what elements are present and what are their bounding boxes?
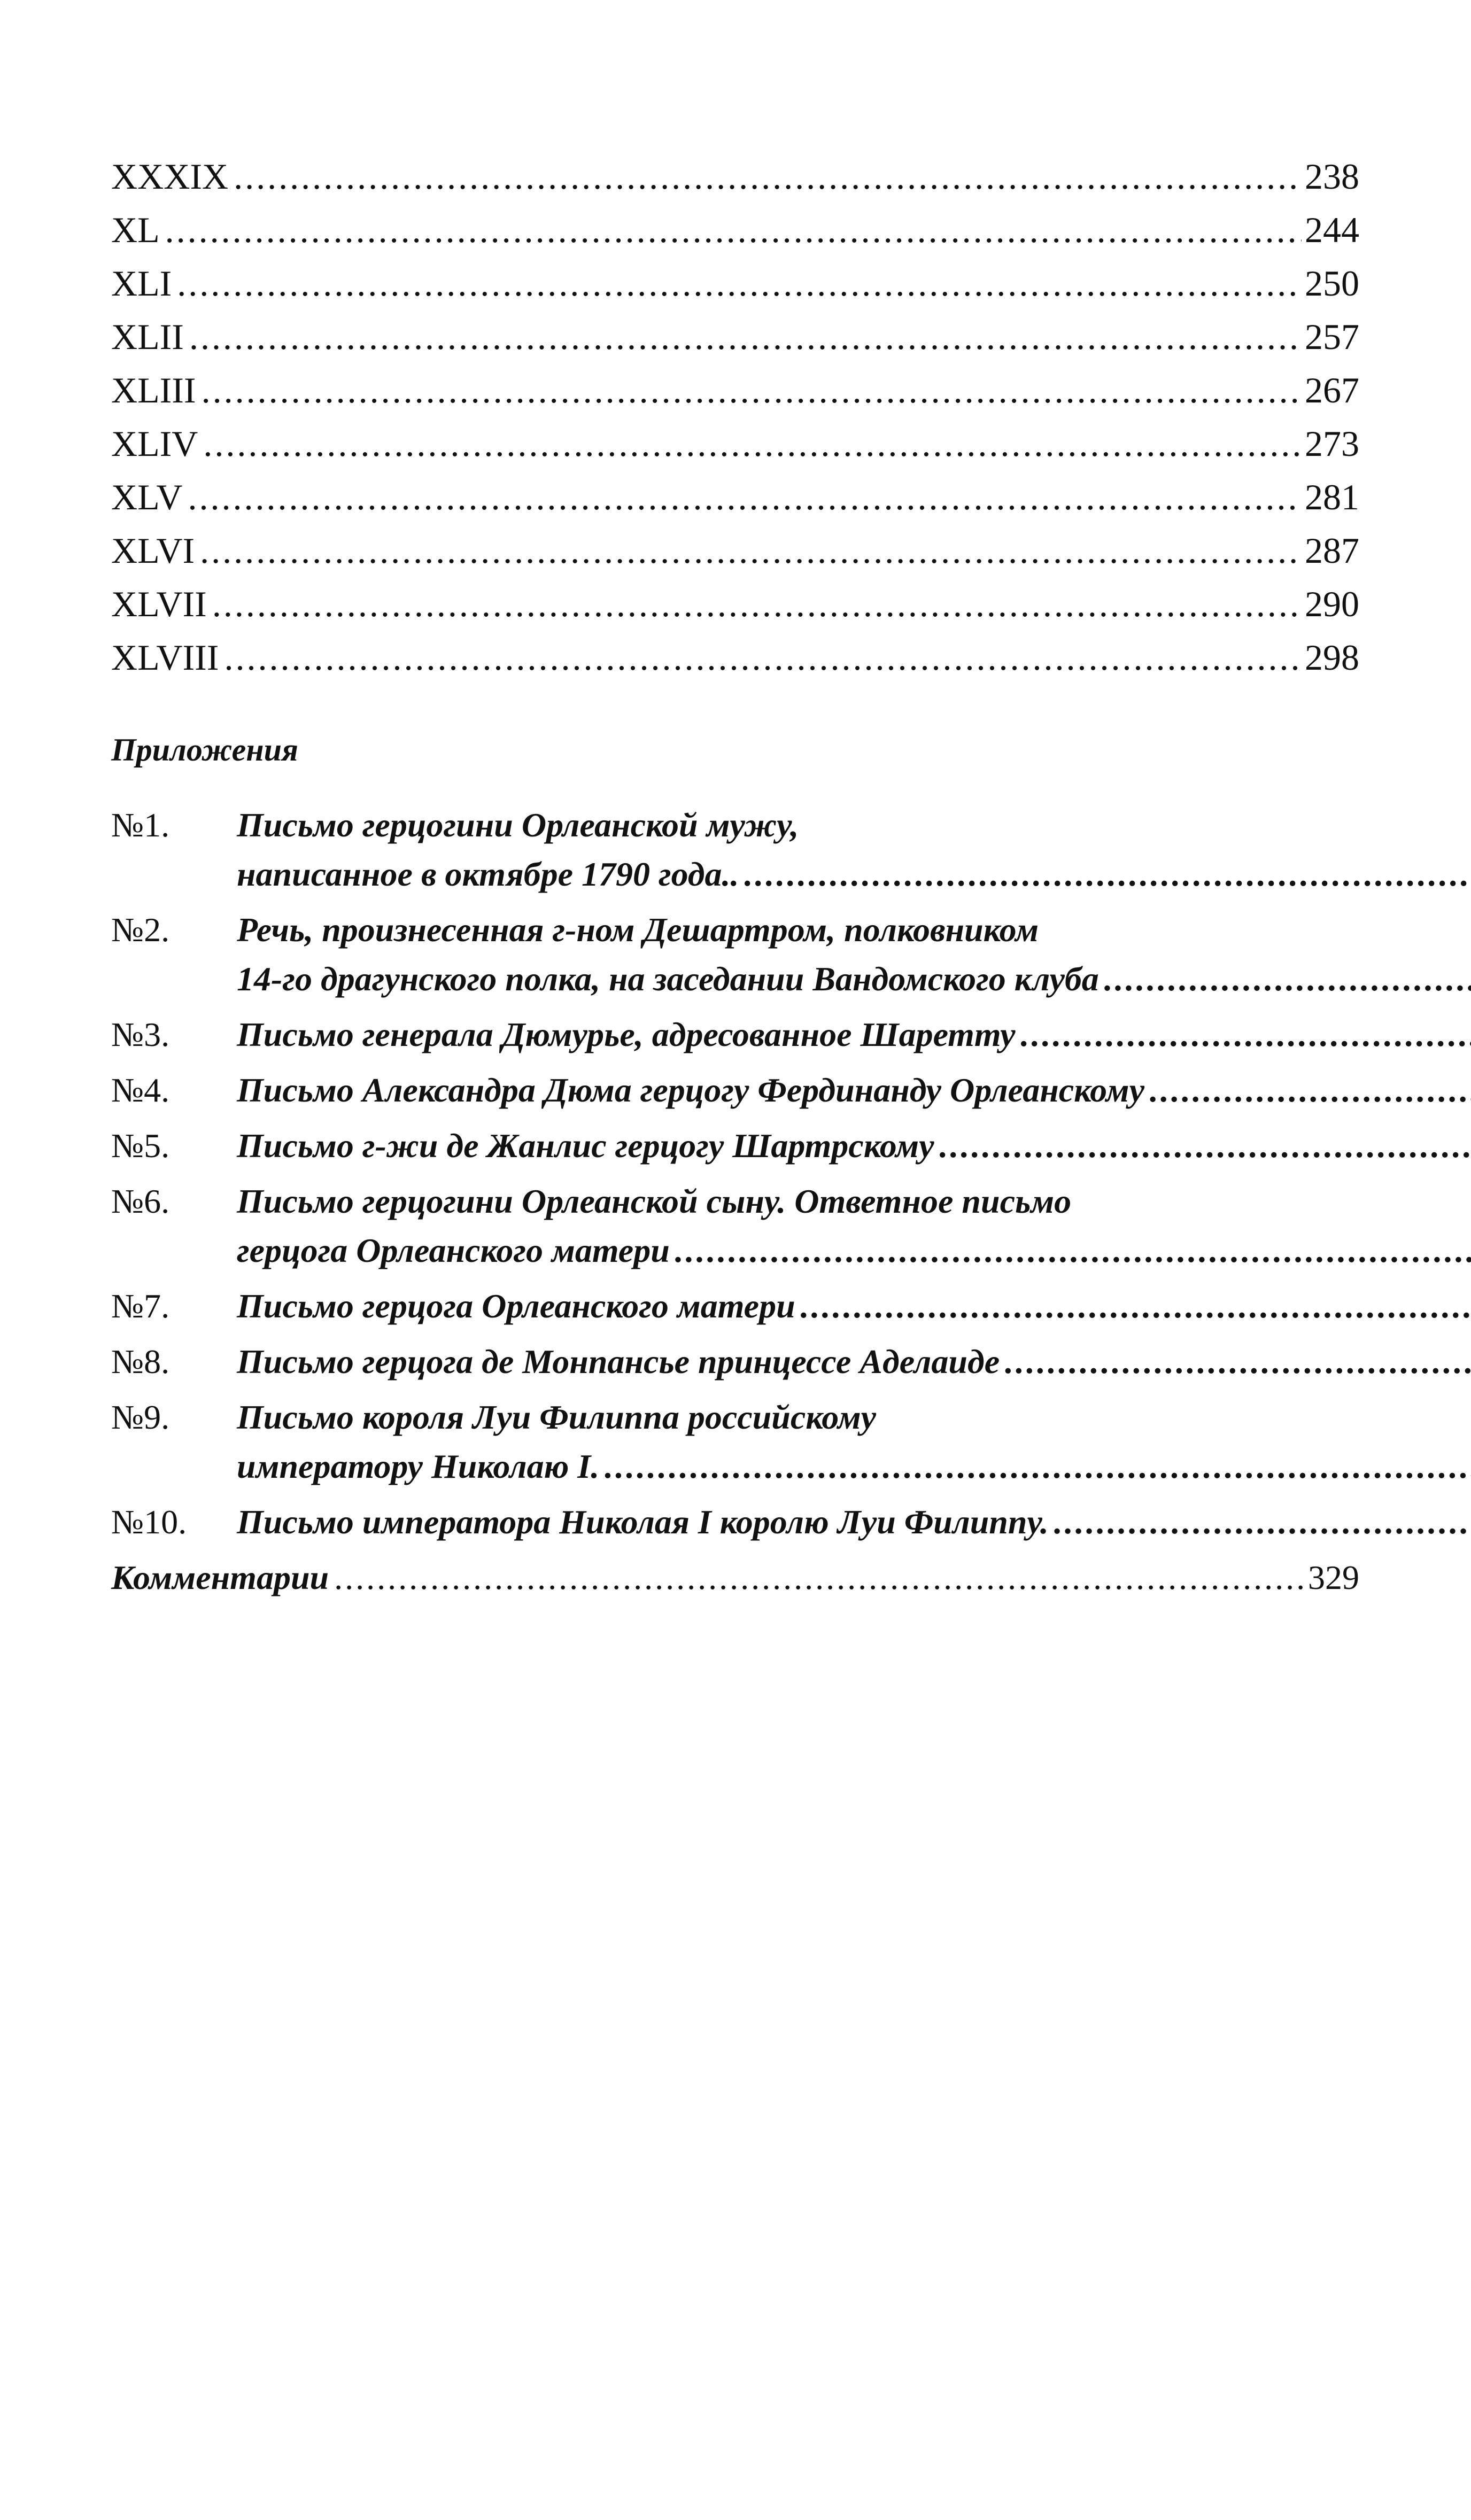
toc-entry-page: 287 (1305, 530, 1359, 571)
dot-leader (940, 1121, 1471, 1170)
appendix-entry (111, 1010, 1359, 1059)
dot-leader (1054, 1498, 1471, 1547)
appendix-title-line: герцога Орлеанского матери (237, 1231, 670, 1269)
toc-entry-page: 267 (1305, 370, 1359, 410)
appendix-number: №2. (111, 911, 170, 949)
toc-entry-label: XLV (111, 477, 183, 517)
toc-entry (111, 577, 1359, 631)
toc-entry-page: 238 (1305, 156, 1359, 197)
appendix-entry (111, 1498, 1359, 1547)
toc-entry (111, 203, 1359, 257)
toc-entry-label: XLI (111, 263, 172, 304)
toc-entry-label: XXXIX (111, 156, 229, 197)
toc-entry-label: XL (111, 210, 160, 250)
toc-entry-page: 298 (1305, 637, 1359, 678)
toc-entry-page: 281 (1305, 477, 1359, 517)
toc-entry (111, 524, 1359, 577)
toc-entry-page: 290 (1305, 584, 1359, 624)
dot-leader (334, 1553, 1305, 1602)
commentary-label: Комментарии (111, 1558, 329, 1596)
appendix-title-line: Письмо г-жи де Жанлис герцогу Шартрскому (237, 1127, 934, 1165)
appendix-entry (111, 1393, 1359, 1491)
dot-leader (675, 1226, 1471, 1275)
appendix-number: №3. (111, 1015, 170, 1053)
appendix-title-line: Речь, произнесенная г-ном Дешартром, полковником (237, 911, 1039, 949)
toc-entry-label: XLIII (111, 370, 196, 410)
appendix-title-line: Письмо герцога Орлеанского матери (237, 1287, 795, 1325)
appendix-number: №4. (111, 1071, 170, 1109)
dot-leader (200, 524, 1302, 577)
toc-entry (111, 363, 1359, 417)
dot-leader (745, 850, 1471, 899)
toc-entry-page: 273 (1305, 423, 1359, 464)
dot-leader (234, 150, 1302, 203)
appendix-number: №7. (111, 1287, 170, 1325)
dot-leader (188, 470, 1302, 524)
toc-entry (111, 631, 1359, 684)
dot-leader (1104, 955, 1471, 1004)
appendix-list (111, 801, 1359, 1547)
toc-entry-page: 244 (1305, 210, 1359, 250)
appendix-title-line: 14-го драгунского полка, на заседании Вандомского клуба (237, 960, 1099, 998)
toc-entry (111, 257, 1359, 310)
toc-entry-label: XLVIII (111, 637, 219, 678)
dot-leader (202, 363, 1302, 417)
appendix-title-line: Письмо Александра Дюма герцогу Фердинанду Орлеанскому (237, 1071, 1144, 1109)
appendix-number: №9. (111, 1398, 170, 1436)
appendix-number: №6. (111, 1182, 170, 1220)
appendix-entry (111, 905, 1359, 1004)
appendix-title-line: Письмо герцога де Монпансье принцессе Аделаиде (237, 1343, 1000, 1381)
appendix-entry (111, 1282, 1359, 1331)
toc-entry (111, 417, 1359, 470)
appendix-entry (111, 1337, 1359, 1386)
appendix-number: №5. (111, 1127, 170, 1165)
dot-leader (224, 631, 1302, 684)
toc-entry-label: XLVII (111, 584, 207, 624)
appendix-title-line: Письмо императора Николая I королю Луи Филиппу. (237, 1503, 1049, 1541)
toc-entry-page: 257 (1305, 316, 1359, 357)
appendix-number: №10. (111, 1503, 187, 1541)
appendix-title-line: Письмо герцогини Орлеанской мужу, (237, 806, 799, 844)
appendix-entry (111, 801, 1359, 899)
dot-leader (605, 1442, 1471, 1491)
appendix-title-line: Письмо генерала Дюмурье, адресованное Шаретту (237, 1015, 1016, 1053)
toc-entry-page: 250 (1305, 263, 1359, 304)
toc-entry-label: XLVI (111, 530, 195, 571)
dot-leader (165, 203, 1302, 257)
toc-entry (111, 470, 1359, 524)
appendix-entry (111, 1121, 1359, 1170)
toc-entry (111, 150, 1359, 203)
appendix-title-line: императору Николаю I. (237, 1447, 600, 1485)
appendix-entry (111, 1177, 1359, 1275)
toc-entry-label: XLII (111, 316, 184, 357)
commentary-entry (111, 1553, 1359, 1602)
dot-leader (203, 417, 1302, 470)
appendix-number: №1. (111, 806, 170, 844)
table-of-contents (111, 150, 1359, 1602)
dot-leader (1150, 1066, 1471, 1115)
appendix-title-line: Письмо короля Луи Филиппа российскому (237, 1398, 877, 1436)
dot-leader (1005, 1337, 1471, 1386)
appendix-section-title: Приложения (111, 732, 298, 767)
dot-leader (1021, 1010, 1471, 1059)
appendix-title-line: Письмо герцогини Орлеанской сыну. Ответное письмо (237, 1182, 1072, 1220)
commentary-page: 329 (1308, 1558, 1359, 1596)
dot-leader (189, 310, 1302, 363)
dot-leader (177, 257, 1302, 310)
appendix-title-line: написанное в октябре 1790 года.. (237, 855, 739, 893)
dot-leader (212, 577, 1302, 631)
appendix-number: №8. (111, 1343, 170, 1381)
appendix-entry (111, 1066, 1359, 1115)
chapter-list (111, 150, 1359, 684)
toc-entry (111, 310, 1359, 363)
toc-entry-label: XLIV (111, 423, 198, 464)
dot-leader (801, 1282, 1471, 1331)
